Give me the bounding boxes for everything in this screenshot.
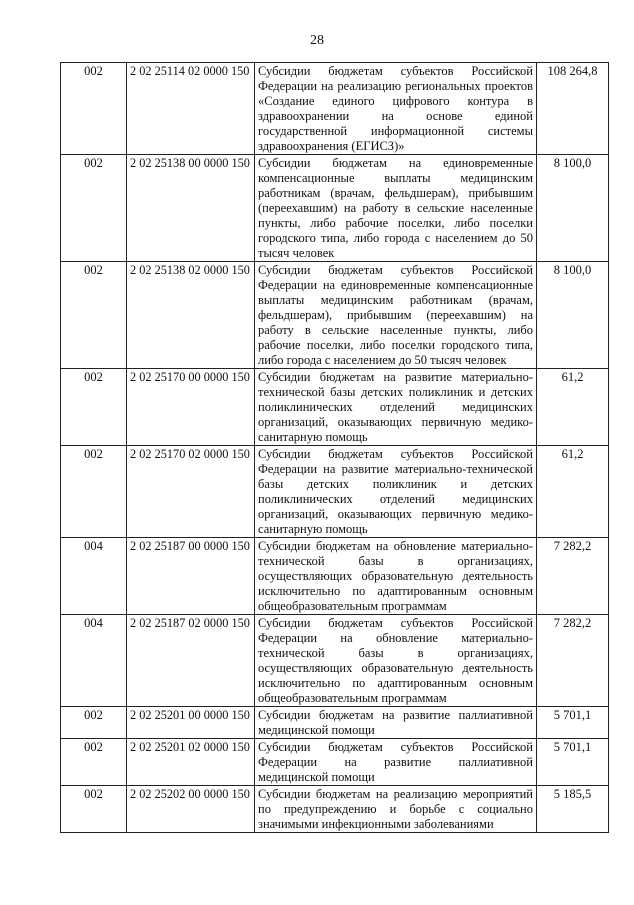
table-row	[61, 739, 609, 786]
admin-code-cell: 004	[61, 615, 127, 707]
table-row	[61, 155, 609, 262]
revenue-name-cell: Субсидии бюджетам субъектов Российской Федерации на развитие материально-технической базы детских поликлиник и детских поликлинических отделений медицинских организаций, оказывающих первичную медико-санитарную помощь	[255, 446, 537, 538]
budget-code-cell: 2 02 25187 00 0000 150	[127, 538, 255, 615]
table-row	[61, 615, 609, 707]
page-number: 28	[310, 33, 324, 48]
amount-cell: 7 282,2	[537, 615, 609, 707]
table-row	[61, 707, 609, 739]
revenue-name-cell: Субсидии бюджетам на реализацию мероприятий по предупреждению и борьбе с социально значимыми инфекционными заболеваниями	[255, 786, 537, 833]
amount-cell: 5 701,1	[537, 739, 609, 786]
budget-code-cell: 2 02 25170 02 0000 150	[127, 446, 255, 538]
budget-code-cell: 2 02 25187 02 0000 150	[127, 615, 255, 707]
budget-revenue-table	[60, 62, 609, 833]
revenue-name-cell: Субсидии бюджетам субъектов Российской Федерации на обновление материально-технической базы в организациях, осуществляющих образовательную деятельность исключительно по адаптированным основным общеобразовательным программам	[255, 615, 537, 707]
revenue-name-cell: Субсидии бюджетам субъектов Российской Федерации на реализацию региональных проектов «Создание единого цифрового контура в здравоохранении на основе единой государственной информационной системы здравоохранения (ЕГИСЗ)»	[255, 63, 537, 155]
amount-cell: 8 100,0	[537, 155, 609, 262]
revenue-name-cell: Субсидии бюджетам субъектов Российской Федерации на развитие паллиативной медицинской помощи	[255, 739, 537, 786]
admin-code-cell: 002	[61, 739, 127, 786]
revenue-name-cell: Субсидии бюджетам на единовременные компенсационные выплаты медицинским работникам (врачам, фельдшерам), прибывшим (переехавшим) на работу в сельские населенные пункты, либо рабочие поселки, либо поселки городского типа, либо города с населением до 50 тысяч человек	[255, 155, 537, 262]
revenue-name-cell: Субсидии бюджетам на развитие паллиативной медицинской помощи	[255, 707, 537, 739]
revenue-name-cell: Субсидии бюджетам на обновление материально-технической базы в организациях, осуществляющих образовательную деятельность исключительно по адаптированным основным общеобразовательным программам	[255, 538, 537, 615]
amount-cell: 7 282,2	[537, 538, 609, 615]
table-row	[61, 63, 609, 155]
amount-cell: 8 100,0	[537, 262, 609, 369]
amount-cell: 108 264,8	[537, 63, 609, 155]
budget-code-cell: 2 02 25138 02 0000 150	[127, 262, 255, 369]
admin-code-cell: 002	[61, 155, 127, 262]
budget-code-cell: 2 02 25114 02 0000 150	[127, 63, 255, 155]
admin-code-cell: 002	[61, 369, 127, 446]
table-row	[61, 786, 609, 833]
amount-cell: 5 701,1	[537, 707, 609, 739]
budget-code-cell: 2 02 25170 00 0000 150	[127, 369, 255, 446]
admin-code-cell: 002	[61, 707, 127, 739]
revenue-name-cell: Субсидии бюджетам на развитие материально-технической базы детских поликлиник и детских поликлинических отделений медицинских организаций, оказывающих первичную медико-санитарную помощь	[255, 369, 537, 446]
budget-code-cell: 2 02 25201 02 0000 150	[127, 739, 255, 786]
amount-cell: 61,2	[537, 369, 609, 446]
table-row	[61, 538, 609, 615]
admin-code-cell: 002	[61, 262, 127, 369]
admin-code-cell: 002	[61, 63, 127, 155]
revenue-name-cell: Субсидии бюджетам субъектов Российской Федерации на единовременные компенсационные выплаты медицинским работникам (врачам, фельдшерам), прибывшим (переехавшим) на работу в сельские населенные пункты, либо рабочие поселки, либо поселки городского типа, либо города с населением до 50 тысяч человек	[255, 262, 537, 369]
budget-code-cell: 2 02 25201 00 0000 150	[127, 707, 255, 739]
admin-code-cell: 002	[61, 786, 127, 833]
table-row	[61, 369, 609, 446]
amount-cell: 5 185,5	[537, 786, 609, 833]
amount-cell: 61,2	[537, 446, 609, 538]
table-row	[61, 446, 609, 538]
budget-code-cell: 2 02 25202 00 0000 150	[127, 786, 255, 833]
table-row	[61, 262, 609, 369]
budget-code-cell: 2 02 25138 00 0000 150	[127, 155, 255, 262]
admin-code-cell: 002	[61, 446, 127, 538]
admin-code-cell: 004	[61, 538, 127, 615]
